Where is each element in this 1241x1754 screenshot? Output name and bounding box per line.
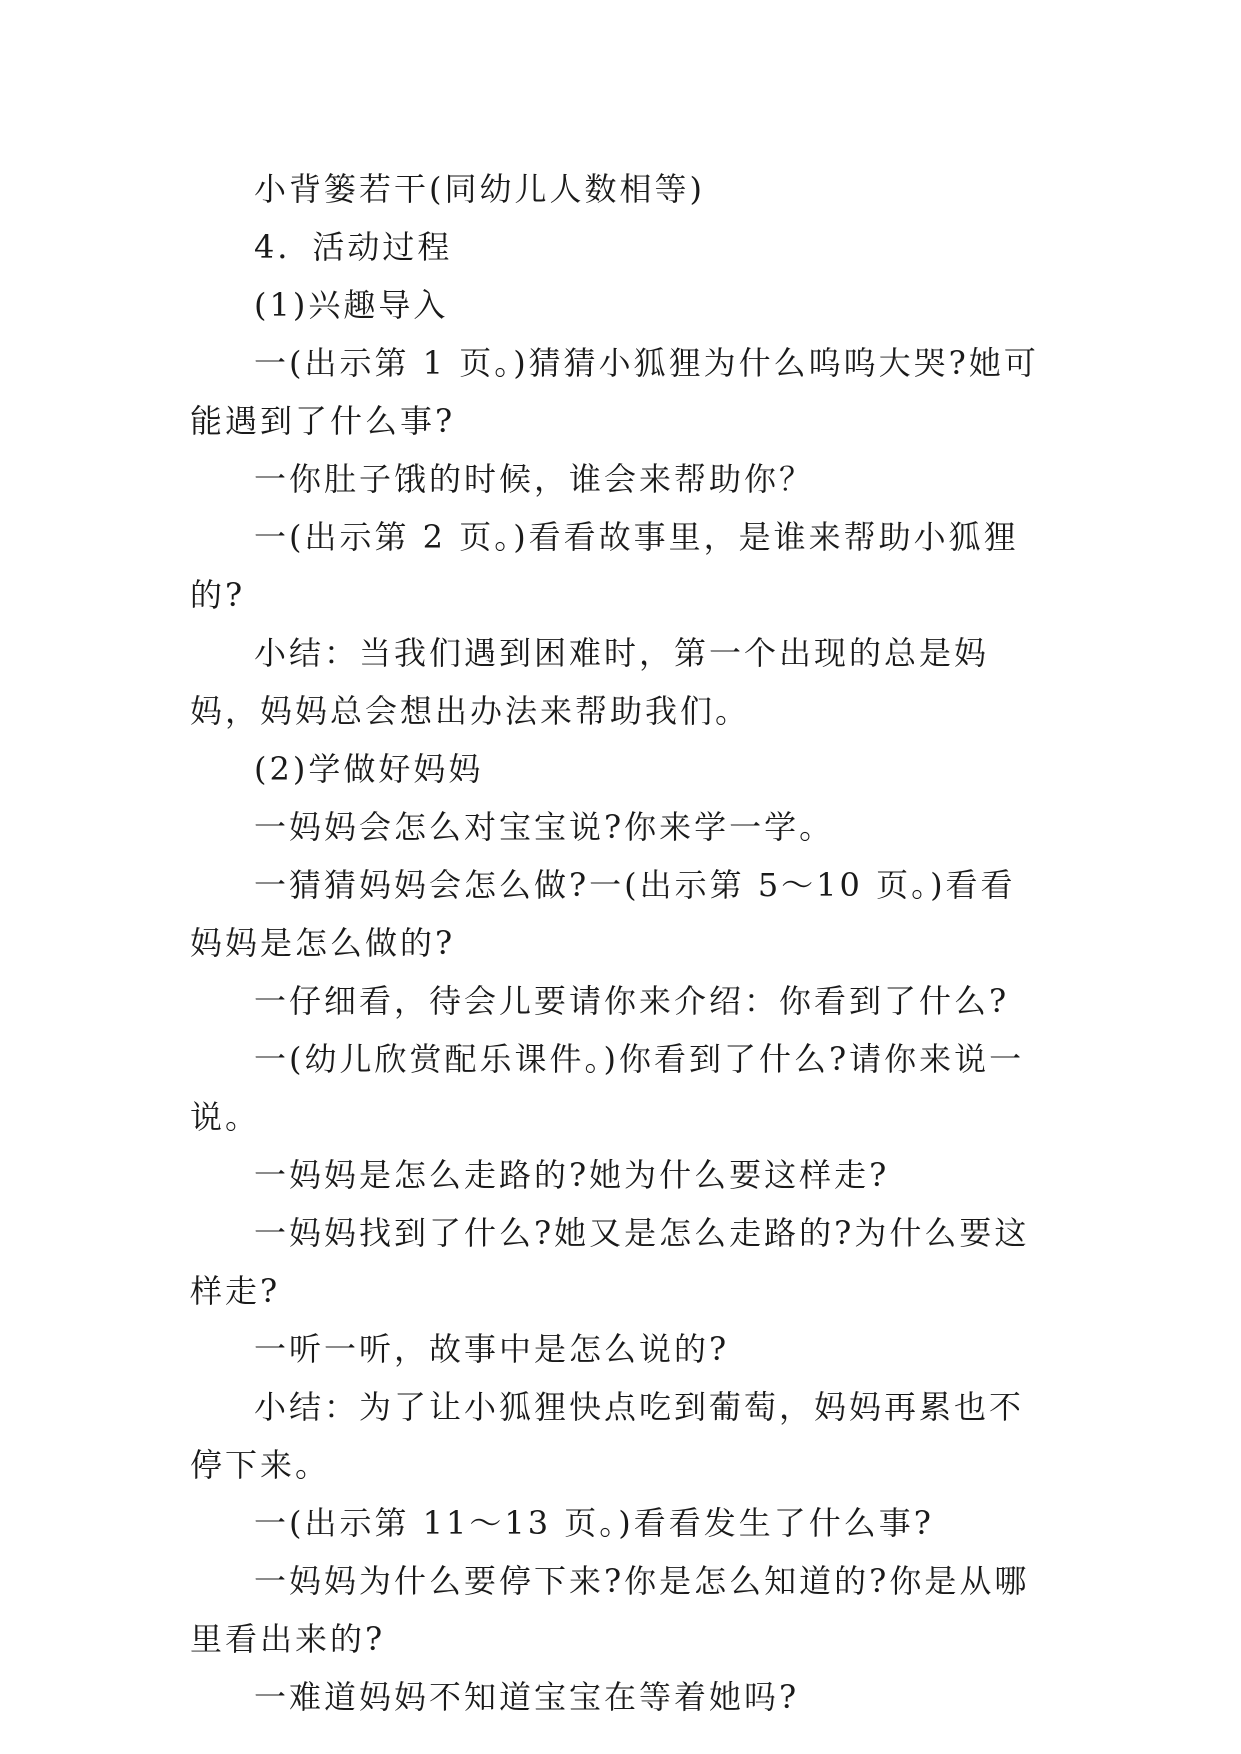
paragraph: 一听一听，故事中是怎么说的? bbox=[254, 1330, 730, 1368]
paragraph: 一难道妈妈不知道宝宝在等着她吗? bbox=[254, 1678, 800, 1716]
paragraph: 一你肚子饿的时候，谁会来帮助你？ bbox=[254, 460, 815, 498]
subsection-heading: (2)学做好妈妈 bbox=[254, 750, 484, 788]
paragraph: 一(出示第 11～13 页。)看看发生了什么事? bbox=[254, 1504, 934, 1542]
paragraph: 一妈妈会怎么对宝宝说?你来学一学。 bbox=[254, 808, 835, 846]
paragraph: 小背篓若干(同幼儿人数相等) bbox=[254, 170, 705, 208]
document-body bbox=[190, 160, 1050, 1726]
summary-paragraph: 小结：当我们遇到困难时，第一个出现的总是妈妈，妈妈总会想出办法来帮助我们。 bbox=[190, 634, 990, 730]
paragraph: 一妈妈是怎么走路的?她为什么要这样走? bbox=[254, 1156, 890, 1194]
paragraph: 一猜猜妈妈会怎么做?一(出示第 5～10 页。)看看妈妈是怎么做的? bbox=[190, 866, 1016, 962]
paragraph: 一(出示第 2 页。)看看故事里，是谁来帮助小狐狸的? bbox=[190, 518, 1019, 614]
paragraph: 一仔细看，待会儿要请你来介绍：你看到了什么? bbox=[254, 982, 1010, 1020]
paragraph: 一妈妈为什么要停下来?你是怎么知道的?你是从哪里看出来的? bbox=[190, 1562, 1030, 1658]
paragraph: 一(出示第 1 页。)猜猜小狐狸为什么呜呜大哭?她可能遇到了什么事? bbox=[190, 344, 1039, 440]
paragraph: 一妈妈找到了什么?她又是怎么走路的?为什么要这样走? bbox=[190, 1214, 1030, 1310]
subsection-heading: (1)兴趣导入 bbox=[254, 286, 449, 324]
paragraph: 一(幼儿欣赏配乐课件。)你看到了什么?请你来说一说。 bbox=[190, 1040, 1025, 1136]
section-heading: 4．活动过程 bbox=[254, 228, 453, 266]
summary-paragraph: 小结：为了让小狐狸快点吃到葡萄，妈妈再累也不停下来。 bbox=[190, 1388, 1025, 1484]
